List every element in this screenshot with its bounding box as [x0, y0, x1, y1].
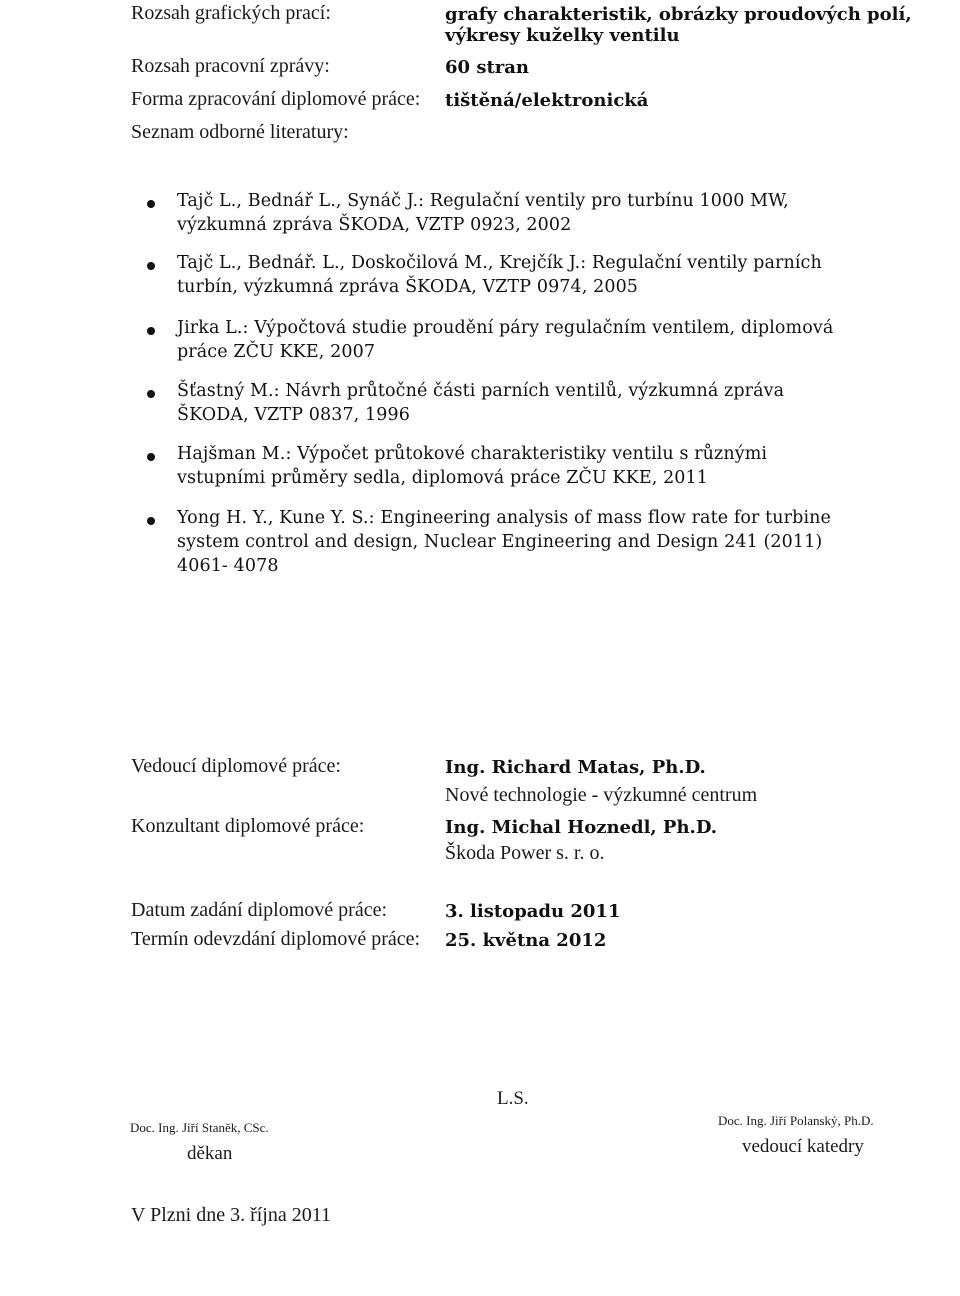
field-label: Rozsah grafických prací:: [131, 2, 331, 24]
bullet-icon: [147, 327, 155, 335]
head-name: Doc. Ing. Jiří Polanský, Ph.D.: [718, 1113, 874, 1128]
consultant-name: Ing. Michal Hoznedl, Ph.D.: [445, 817, 718, 838]
bullet-icon: [147, 200, 155, 208]
bullet-icon: [147, 390, 155, 398]
reference-line: vstupními průměry sedla, diplomová práce ZČU KKE, 2011: [177, 468, 709, 488]
dean-title: děkan: [187, 1143, 233, 1164]
reference-line: Hajšman M.: Výpočet průtokové charakteristiky ventilu s různými: [177, 444, 768, 464]
consultant-label: Konzultant diplomové práce:: [131, 815, 365, 837]
reference-line: práce ZČU KKE, 2007: [177, 342, 376, 362]
place-date: V Plzni dne 3. října 2011: [131, 1204, 331, 1226]
field-value: 60 stran: [445, 57, 529, 78]
head-title: vedoucí katedry: [742, 1136, 864, 1157]
reference-line: Tajč L., Bednář. L., Doskočilová M., Krejčík J.: Regulační ventily parních: [177, 253, 822, 273]
date-value: 25. května 2012: [445, 930, 607, 951]
consultant-affiliation: Škoda Power s. r. o.: [445, 842, 605, 864]
bullet-icon: [147, 262, 155, 270]
reference-line: system control and design, Nuclear Engineering and Design 241 (2011): [177, 532, 823, 552]
reference-line: ŠKODA, VZTP 0837, 1996: [177, 405, 410, 425]
field-label: Forma zpracování diplomové práce:: [131, 88, 421, 110]
reference-line: Yong H. Y., Kune Y. S.: Engineering analysis of mass flow rate for turbine: [177, 508, 831, 528]
reference-line: Tajč L., Bednář L., Synáč J.: Regulační ventily pro turbínu 1000 MW,: [177, 191, 789, 211]
reference-line: 4061- 4078: [177, 556, 279, 576]
field-value: grafy charakteristik, obrázky proudových polí,: [445, 4, 912, 25]
field-label: Seznam odborné literatury:: [131, 121, 349, 143]
field-label: Rozsah pracovní zprávy:: [131, 55, 330, 77]
reference-line: Jirka L.: Výpočtová studie proudění páry regulačním ventilem, diplomová: [177, 318, 834, 338]
field-value: tištěná/elektronická: [445, 90, 649, 111]
date-label: Datum zadání diplomové práce:: [131, 899, 388, 921]
reference-line: turbín, výzkumná zpráva ŠKODA, VZTP 0974, 2005: [177, 277, 639, 297]
date-label: Termín odevzdání diplomové práce:: [131, 928, 421, 950]
field-value: výkresy kuželky ventilu: [445, 25, 680, 46]
supervisor-name: Ing. Richard Matas, Ph.D.: [445, 757, 706, 778]
supervisor-affiliation: Nové technologie - výzkumné centrum: [445, 784, 758, 806]
bullet-icon: [147, 517, 155, 525]
reference-line: Šťastný M.: Návrh průtočné části parních ventilů, výzkumná zpráva: [177, 381, 785, 401]
seal-mark: L.S.: [497, 1088, 529, 1109]
date-value: 3. listopadu 2011: [445, 901, 621, 922]
dean-name: Doc. Ing. Jiří Staněk, CSc.: [130, 1120, 269, 1135]
supervisor-label: Vedoucí diplomové práce:: [131, 755, 341, 777]
reference-line: výzkumná zpráva ŠKODA, VZTP 0923, 2002: [177, 215, 572, 235]
bullet-icon: [147, 453, 155, 461]
